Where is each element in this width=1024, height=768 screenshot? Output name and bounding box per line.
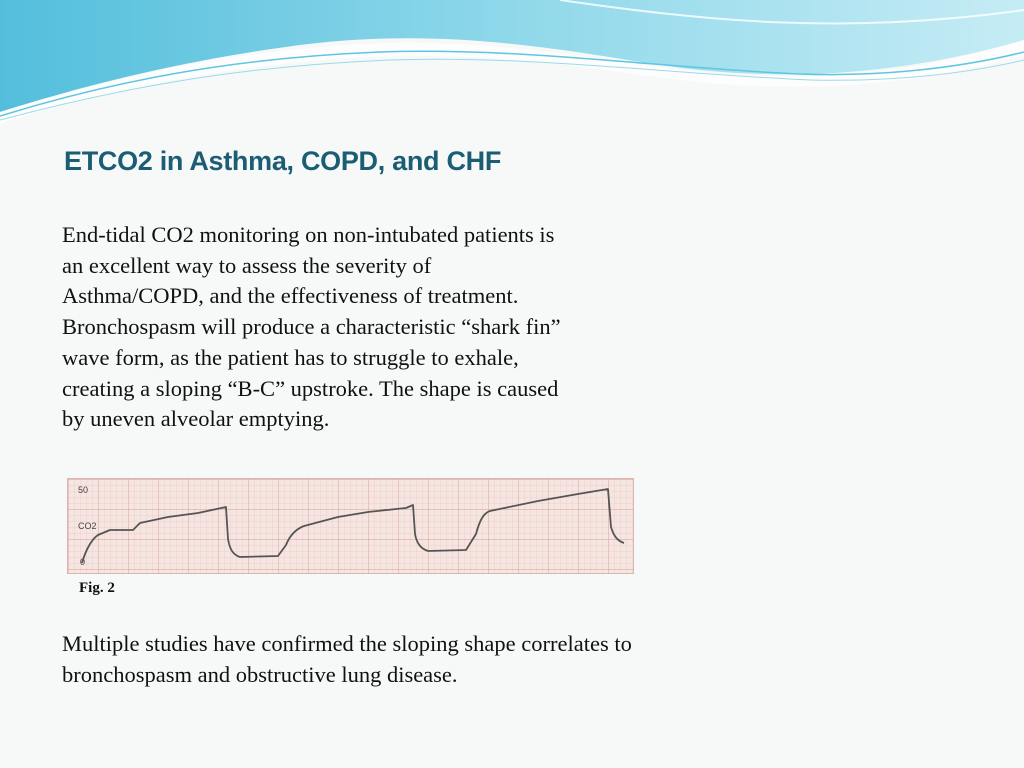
scale-co2-label: CO2 <box>78 521 97 531</box>
capnography-strip-figure <box>67 478 634 574</box>
scale-zero-label: 0 <box>80 557 86 567</box>
header-wave-decoration <box>0 0 1024 130</box>
closing-paragraph: Multiple studies have confirmed the sloping shape correlates to bronchospasm and obstructive lung disease. <box>62 631 632 687</box>
figure-caption: Fig. 2 <box>79 580 115 596</box>
scale-top-label: 50 <box>78 485 89 495</box>
body-paragraph: End-tidal CO2 monitoring on non-intubated patients is an excellent way to assess the severity of Asthma/COPD, and the effectiveness of treatment. Bronchospasm will produce a characteristic “shark fin” wave form, as the patient has to struggle to exhale, creating a sloping “B-C” upstroke. The shape is caused by uneven alveolar emptying. <box>62 222 561 432</box>
slide-title: ETCO2 in Asthma, COPD, and CHF <box>64 146 502 176</box>
